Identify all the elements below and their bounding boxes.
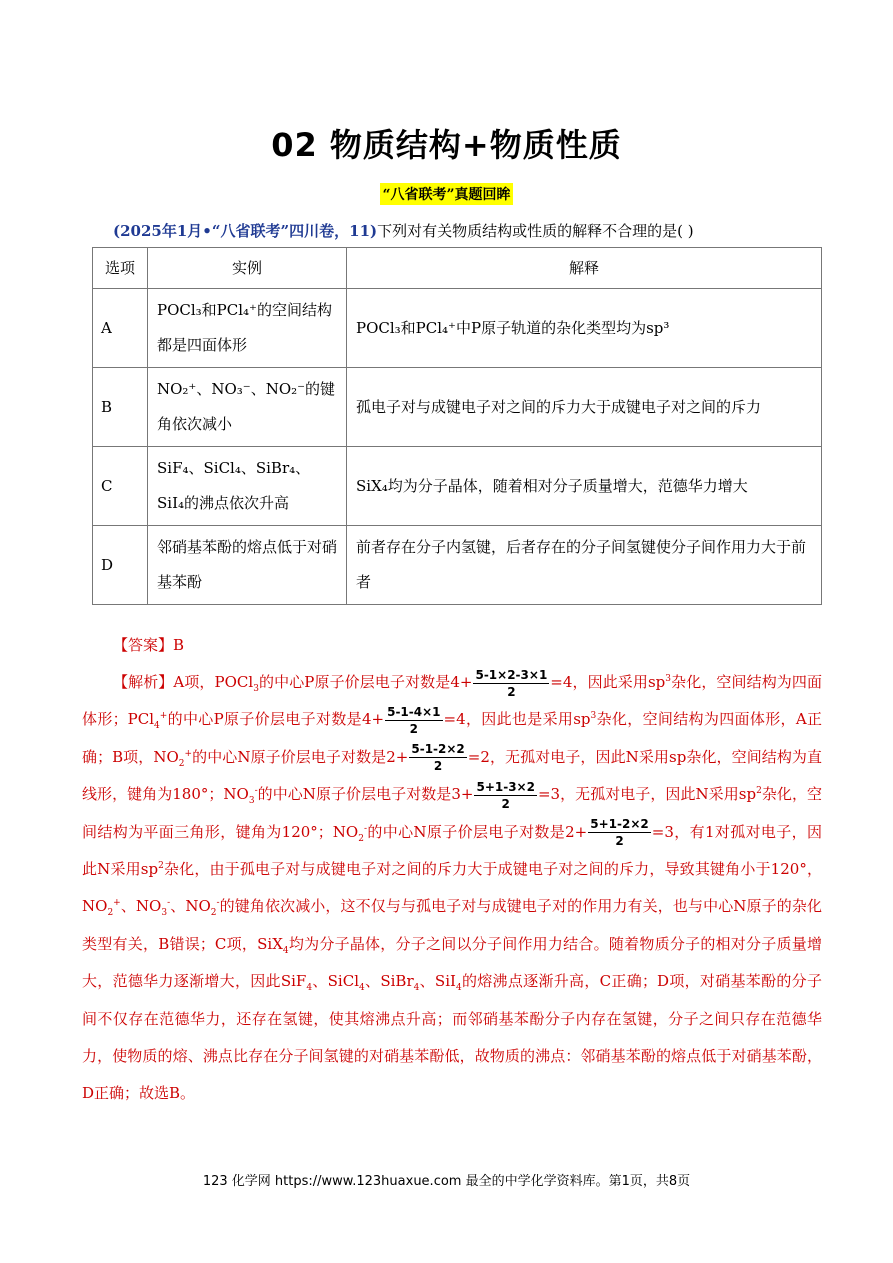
option-explanation: 前者存在分子内氢键，后者存在的分子间氢键使分子间作用力大于前者	[347, 526, 822, 605]
page-footer: 123 化学网 https://www.123huaxue.com 最全的中学化学资料库。第1页，共8页	[202, 1174, 691, 1189]
option-label: B	[93, 368, 148, 447]
analysis-body: 【解析】A项，POCl$_3$的中心P原子价层电子对数是4+ $\frac{5-1\times 2-3\times 1}{2}$ =4，因此采用$sp^3$杂化，空间结构为四面体形；PCl$_4$+的中心P原子价层电子对数是4+ $\frac{5-1-4\times 1}{2}$ =4，因此也是采用$sp^3$杂化，空间结构为四面体形，A正确；B项，$NO_2^+$的中心N原子价层电子对数是2+ $\frac{5-1-2\times 2}{2}$ =2，无孤对电子，因此N采用sp杂化，空间结构为直线形，键角为180°；$NO_3^-$的中心N原子价层电子对数是3+ $\frac{5+1-3\times 2}{2}$ =3，无孤对电子，因此N采用$sp^2$杂化，空间结构为平面三角形，键角为120°；$NO_2^-$的中心N原子价层电子对数是2+ $\frac{5+1-2\times 2}{2}$ =3，有1对孤对电子，因此N采用$sp^2$杂化，由于孤电子对与成键电子对之间的斥力大于成键电子对之间的斥力，导致其键角小于120°，$NO_2^+$、$NO_3^-$、$NO_2^-$的键角依次减小，这不仅与与孤电子对与成键电子对的作用力有关，也与中心N原子的杂化类型有关，B错误；C项，SiX$_4$均为分子晶体，分子之间以分子间作用力结合。随着物质分子的相对分子质量增大，范德华力逐渐增大，因此SiF$_4$、SiCl$_4$、SiBr$_4$、SiI$_4$的熔沸点逐渐升高，C正确；D项，对硝基苯酚的分子间不仅存在范德华力，还存在氢键，使其熔沸点升高；而邻硝基苯酚分子内存在氢键，分子之间只存在范德华力，使物质的熔、沸点比存在分子间氢键的对硝基苯酚低，故物质的沸点：邻硝基苯酚的熔点低于对硝基苯酚，D正确；故选B。	[82, 667, 823, 1103]
fraction: $\frac{5+1-2\times 2}{2}$	[590, 817, 649, 849]
page-title: 02 物质结构+物质性质	[271, 126, 622, 164]
table-row	[93, 289, 822, 368]
fraction: $\frac{5-1-2\times 2}{2}$	[411, 742, 465, 774]
option-explanation: 孤电子对与成键电子对之间的斥力大于成键电子对之间的斥力	[347, 368, 822, 447]
question-text: 下列对有关物质结构或性质的解释不合理的是( )	[377, 222, 694, 240]
table-header-row	[93, 248, 822, 289]
question-stem	[113, 220, 694, 241]
table-header: 实例	[148, 248, 347, 289]
option-label: C	[93, 447, 148, 526]
subtitle-wrap	[0, 183, 893, 205]
option-explanation: POCl₃和PCl₄⁺中P原子轨道的杂化类型均为sp³	[347, 289, 822, 368]
option-explanation: SiX₄均为分子晶体，随着相对分子质量增大，范德华力增大	[347, 447, 822, 526]
option-example: 邻硝基苯酚的熔点低于对硝基苯酚	[148, 526, 347, 605]
option-example: SiF₄、SiCl₄、SiBr₄、SiI₄的沸点依次升高	[148, 447, 347, 526]
option-example: NO₂⁺、NO₃⁻、NO₂⁻的键角依次减小	[148, 368, 347, 447]
option-example: POCl₃和PCl₄⁺的空间结构都是四面体形	[148, 289, 347, 368]
table-row	[93, 526, 822, 605]
option-label: D	[93, 526, 148, 605]
answer: 【答案】B	[113, 636, 185, 654]
analysis-label: 【解析】	[113, 673, 174, 691]
fraction: $\frac{5+1-3\times 2}{2}$	[476, 779, 535, 811]
table-row	[93, 447, 822, 526]
table-header: 选项	[93, 248, 148, 289]
options-table	[92, 247, 822, 605]
table-header: 解释	[347, 248, 822, 289]
section-subtitle: “八省联考”真题回眸	[380, 183, 512, 205]
fraction: $\frac{5-1-4\times 1}{2}$	[387, 704, 441, 736]
question-source: (2025年1月•“八省联考”四川卷，11)	[113, 222, 378, 240]
fraction: $\frac{5-1\times 2-3\times 1}{2}$	[475, 667, 548, 699]
option-label: A	[93, 289, 148, 368]
table-row	[93, 368, 822, 447]
